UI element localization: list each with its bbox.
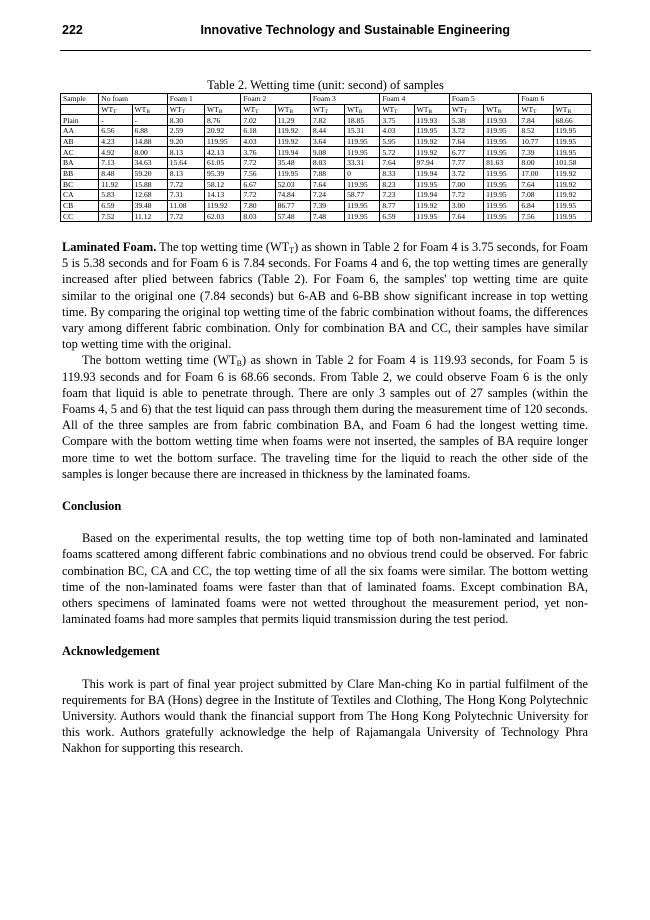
wt-bottom-header [414, 104, 449, 115]
sample-cell: BC [61, 179, 99, 190]
table-row [61, 115, 592, 126]
value-cell: 119.95 [484, 147, 519, 158]
value-cell: 7.80 [241, 200, 275, 211]
value-cell: 8.77 [380, 200, 414, 211]
value-cell: 119.95 [345, 200, 380, 211]
value-cell: 7.08 [519, 190, 553, 201]
value-cell: 119.94 [414, 168, 449, 179]
value-cell: 58.77 [345, 190, 380, 201]
laminated-paragraph-1 [62, 239, 588, 352]
value-cell: - [99, 115, 132, 126]
value-cell: 10.77 [519, 136, 553, 147]
value-cell: 3.75 [380, 115, 414, 126]
value-cell: 119.95 [484, 126, 519, 137]
value-cell: 11.29 [275, 115, 310, 126]
table-row [61, 168, 592, 179]
value-cell: 119.95 [345, 136, 380, 147]
value-cell: 7.64 [310, 179, 344, 190]
page-number: 222 [62, 23, 83, 37]
running-header [62, 23, 590, 41]
value-cell: 119.95 [205, 136, 241, 147]
wt-subscript: T [463, 108, 467, 115]
value-cell: 5.72 [380, 147, 414, 158]
value-cell: 8.48 [99, 168, 132, 179]
value-cell: 3.72 [449, 168, 483, 179]
value-cell: 7.24 [310, 190, 344, 201]
value-cell: 7.56 [519, 211, 553, 222]
wt-label: WT [382, 104, 395, 114]
wt-subscript: B [289, 108, 294, 115]
laminated-heading: Laminated Foam. [62, 240, 157, 254]
wt-label: WT [555, 104, 568, 114]
table-row [61, 211, 592, 222]
wt-label: WT [451, 104, 464, 114]
value-cell: 119.95 [553, 147, 591, 158]
wt-subscript: B [567, 108, 572, 115]
value-cell: 101.58 [553, 158, 591, 169]
value-cell: 119.95 [345, 211, 380, 222]
acknowledgement-heading: Acknowledgement [62, 644, 160, 659]
value-cell: 5.95 [380, 136, 414, 147]
table-row [61, 126, 592, 137]
value-cell: 6.59 [99, 200, 132, 211]
value-cell: 119.95 [484, 168, 519, 179]
value-cell: 97.94 [414, 158, 449, 169]
wt-bottom-header [484, 104, 519, 115]
journal-title: Innovative Technology and Sustainable Engineering [200, 23, 510, 37]
group-header: Foam 2 [241, 94, 311, 105]
wt-label: WT [101, 104, 114, 114]
value-cell: 119.92 [275, 136, 310, 147]
value-cell: 119.94 [275, 147, 310, 158]
value-cell: 86.77 [275, 200, 310, 211]
value-cell: 4.92 [99, 147, 132, 158]
wt-subscript: T [255, 108, 259, 115]
wt-subscript: B [146, 108, 150, 115]
value-cell: 8.52 [519, 126, 553, 137]
value-cell: 8.23 [380, 179, 414, 190]
value-cell: 9.08 [310, 147, 344, 158]
value-cell: 7.39 [519, 147, 553, 158]
group-header: Foam 3 [310, 94, 380, 105]
value-cell: 95.39 [205, 168, 241, 179]
value-cell: 8.33 [380, 168, 414, 179]
value-cell: 119.92 [414, 136, 449, 147]
value-cell: 5.38 [449, 115, 483, 126]
wt-top-header [380, 104, 414, 115]
acknowledgement-paragraph: This work is part of final year project submitted by Clare Man-ching Ko in partial fulfilment of the requirements for BA (Hons) degree in the Institute of Textiles and Clothing, The Hong Kong Polytechnic University. Authors would thank the financial support from The Hong Kong Polytechnic University for this work. Authors gratefully acknowledge the help of Rajamangala University of Technology Phra Nakhon for supporting this research. [62, 676, 588, 756]
wt-top-header [241, 104, 275, 115]
value-cell: 119.95 [484, 200, 519, 211]
value-cell: 33.31 [345, 158, 380, 169]
text-span: The bottom wetting time (WT [82, 353, 237, 368]
value-cell: 7.56 [241, 168, 275, 179]
value-cell: 6.59 [380, 211, 414, 222]
sample-cell: CA [61, 190, 99, 201]
value-cell: 3.00 [449, 200, 483, 211]
value-cell: 119.93 [484, 115, 519, 126]
wt-bottom-header [132, 104, 167, 115]
value-cell: 11.12 [132, 211, 167, 222]
sample-cell: BA [61, 158, 99, 169]
value-cell: 15.88 [132, 179, 167, 190]
value-cell: 62.03 [205, 211, 241, 222]
wt-label: WT [277, 104, 290, 114]
wt-label: WT [416, 104, 429, 114]
wt-label: WT [207, 104, 219, 114]
wt-bottom-header [553, 104, 591, 115]
value-cell: 8.03 [310, 158, 344, 169]
value-cell: 119.95 [553, 136, 591, 147]
sample-cell: Plain [61, 115, 99, 126]
table-group-header-row [61, 94, 592, 105]
value-cell: 35.48 [275, 158, 310, 169]
value-cell: 119.95 [484, 179, 519, 190]
value-cell: 8.30 [167, 115, 204, 126]
wt-subscript: B [497, 108, 502, 115]
group-header: Foam 5 [449, 94, 519, 105]
wetting-time-table [60, 93, 592, 222]
value-cell: 8.00 [132, 147, 167, 158]
value-cell: 7.72 [167, 211, 204, 222]
conclusion-paragraph: Based on the experimental results, the top wetting time top of both non-laminated and laminated foams scattered among different fabric combinations and no obvious trend could be observed. For fabric combination BC, CA and CC, the top wetting time of all the six foams were similar. The bottom wetting time of the non-laminated foams were faster than that of laminated foams. Except combination BA, others specimens of laminated foams were not wetted throughout the measurement period, yet non-laminated foams had more samples that permits liquid transmission during the test period. [62, 531, 588, 627]
spacer [62, 482, 588, 498]
wt-top-header [519, 104, 553, 115]
value-cell: 5.83 [99, 190, 132, 201]
value-cell: 11.92 [99, 179, 132, 190]
value-cell: 119.95 [553, 200, 591, 211]
value-cell: 6.56 [99, 126, 132, 137]
value-cell: 119.94 [414, 190, 449, 201]
subscript: T [289, 246, 295, 255]
value-cell: 58.12 [205, 179, 241, 190]
wt-top-header [310, 104, 344, 115]
value-cell: 59.20 [132, 168, 167, 179]
value-cell: 11.08 [167, 200, 204, 211]
value-cell: 17.00 [519, 168, 553, 179]
value-cell: 7.13 [99, 158, 132, 169]
value-cell: 6.67 [241, 179, 275, 190]
value-cell: 119.95 [484, 136, 519, 147]
conclusion-heading: Conclusion [62, 499, 122, 514]
value-cell: 6.77 [449, 147, 483, 158]
value-cell: 7.72 [449, 190, 483, 201]
value-cell: 7.23 [380, 190, 414, 201]
value-cell: 119.92 [553, 179, 591, 190]
value-cell: 7.77 [449, 158, 483, 169]
table-caption: Table 2. Wetting time (unit: second) of samples [207, 78, 444, 92]
value-cell: 4.03 [241, 136, 275, 147]
wt-label: WT [169, 104, 182, 114]
value-cell: - [132, 115, 167, 126]
value-cell: 119.92 [553, 168, 591, 179]
value-cell: 119.95 [553, 126, 591, 137]
wt-top-header [99, 104, 132, 115]
value-cell: 3.76 [241, 147, 275, 158]
header-rule [60, 50, 591, 51]
wt-subscript: B [428, 108, 433, 115]
wt-subscript: T [533, 108, 537, 115]
spacer [62, 660, 588, 676]
value-cell: 7.72 [167, 179, 204, 190]
value-cell: 7.39 [310, 200, 344, 211]
value-cell: 7.64 [449, 136, 483, 147]
table-row [61, 190, 592, 201]
value-cell: 6.18 [241, 126, 275, 137]
wt-subscript: T [394, 108, 398, 115]
value-cell: 7.88 [310, 168, 344, 179]
wt-bottom-header [345, 104, 380, 115]
value-cell: 9.20 [167, 136, 204, 147]
value-cell: 119.92 [414, 200, 449, 211]
sample-column-header: Sample [61, 94, 99, 105]
value-cell: 119.95 [275, 168, 310, 179]
value-cell: 8.44 [310, 126, 344, 137]
table-row [61, 136, 592, 147]
wt-label: WT [243, 104, 256, 114]
wt-subscript: T [324, 108, 328, 115]
wt-subscript: T [181, 108, 185, 115]
wt-label: WT [134, 104, 147, 114]
sample-cell: CC [61, 211, 99, 222]
value-cell: 7.64 [380, 158, 414, 169]
value-cell: 4.23 [99, 136, 132, 147]
value-cell: 3.72 [449, 126, 483, 137]
value-cell: 8.13 [167, 147, 204, 158]
value-cell: 119.95 [414, 211, 449, 222]
value-cell: 119.95 [414, 179, 449, 190]
value-cell: 119.95 [345, 179, 380, 190]
value-cell: 74.84 [275, 190, 310, 201]
subscript: B [236, 359, 242, 369]
value-cell: 6.84 [519, 200, 553, 211]
value-cell: 7.72 [241, 158, 275, 169]
value-cell: 7.82 [310, 115, 344, 126]
value-cell: 8.03 [241, 211, 275, 222]
wt-bottom-header [205, 104, 241, 115]
value-cell: 8.76 [205, 115, 241, 126]
value-cell: 14.88 [132, 136, 167, 147]
value-cell: 20.92 [205, 126, 241, 137]
value-cell: 8.00 [519, 158, 553, 169]
value-cell: 7.84 [519, 115, 553, 126]
group-header: Foam 6 [519, 94, 592, 105]
sample-cell: CB [61, 200, 99, 211]
value-cell: 119.95 [484, 190, 519, 201]
value-cell: 4.03 [380, 126, 414, 137]
value-cell: 42.13 [205, 147, 241, 158]
value-cell: 14.13 [205, 190, 241, 201]
value-cell: 119.92 [205, 200, 241, 211]
table-row [61, 158, 592, 169]
value-cell: 119.92 [275, 126, 310, 137]
table-row [61, 200, 592, 211]
value-cell: 119.95 [414, 126, 449, 137]
value-cell: 2.59 [167, 126, 204, 137]
value-cell: 6.88 [132, 126, 167, 137]
value-cell: 7.64 [449, 211, 483, 222]
table-row [61, 179, 592, 190]
wt-label: WT [486, 104, 498, 114]
value-cell: 0 [345, 168, 380, 179]
value-cell: 18.85 [345, 115, 380, 126]
value-cell: 7.31 [167, 190, 204, 201]
value-cell: 7.00 [449, 179, 483, 190]
value-cell: 7.48 [310, 211, 344, 222]
wt-top-header [449, 104, 483, 115]
value-cell: 119.95 [553, 211, 591, 222]
article-body [62, 239, 588, 757]
text-span: ) as shown in Table 2 for Foam 4 is 119.93 seconds, for Foam 5 is 119.93 seconds and for Foam 6 is 68.66 seconds. From Table 2, we could observe Foam 6 is the only foam that liquid is able to penetrate through. There are only 3 samples out of 27 samples (within the Foams 4, 5 and 6) that the test liquid can pass through them during the measurement time of 120 seconds. All of the three samples are from fabric combination BA, and Foam 6 had the longest wetting time. Compare with the bottom wetting time when foams were not inserted, the samples of BA require longer more time to wet the bottom surface. The traveling time for the liquid to reach the other side of the samples is longer because there are increased in thickness by the laminated foams. [62, 353, 589, 481]
value-cell: 7.64 [519, 179, 553, 190]
value-cell: 15.64 [167, 158, 204, 169]
value-cell: 39.48 [132, 200, 167, 211]
wt-label: WT [521, 104, 534, 114]
group-header: Foam 1 [167, 94, 241, 105]
value-cell: 12.68 [132, 190, 167, 201]
wt-label: WT [312, 104, 325, 114]
spacer [62, 514, 588, 530]
value-cell: 52.03 [275, 179, 310, 190]
table-subheader-row [61, 104, 592, 115]
value-cell: 119.93 [414, 115, 449, 126]
table-body [61, 115, 592, 222]
group-header: No foam [99, 94, 168, 105]
value-cell: 7.52 [99, 211, 132, 222]
sample-cell: BB [61, 168, 99, 179]
value-cell: 61.05 [205, 158, 241, 169]
wt-subscript: B [218, 108, 223, 115]
value-cell: 8.13 [167, 168, 204, 179]
group-header: Foam 4 [380, 94, 450, 105]
wt-top-header [167, 104, 204, 115]
value-cell: 7.02 [241, 115, 275, 126]
wt-label: WT [347, 104, 359, 114]
value-cell: 57.48 [275, 211, 310, 222]
wt-bottom-header [275, 104, 310, 115]
text-span: The top wetting time (WT [156, 240, 290, 254]
value-cell: 119.95 [484, 211, 519, 222]
sample-subheader-blank [61, 104, 99, 115]
value-cell: 15.31 [345, 126, 380, 137]
value-cell: 34.63 [132, 158, 167, 169]
sample-cell: AB [61, 136, 99, 147]
value-cell: 7.72 [241, 190, 275, 201]
value-cell: 3.64 [310, 136, 344, 147]
value-cell: 119.95 [345, 147, 380, 158]
table-row [61, 147, 592, 158]
laminated-paragraph-2 [62, 352, 588, 482]
wt-subscript: B [358, 108, 363, 115]
value-cell: 68.66 [553, 115, 591, 126]
spacer [62, 627, 588, 643]
wt-subscript: T [113, 108, 117, 115]
sample-cell: AA [61, 126, 99, 137]
text-span: ) as shown in Table 2 for Foam 4 is 3.75 seconds, for Foam 5 is 5.38 seconds and for Foam 6 is 7.84 seconds. For Foams 4 and 6, the top wetting times are generally increased after plied between fabrics (Table 2). For Foam 6, the samples' top wetting time are quite similar to the original one (7.84 seconds) but 6-AB and 6-BB show significant increase in top wetting time. By comparing the original top wetting time of the fabric combination without foams, the differences vary among different fabric combination. Only for combination BA and CC, their samples have similar top wetting time with the original. [62, 240, 588, 352]
value-cell: 119.92 [414, 147, 449, 158]
sample-cell: AC [61, 147, 99, 158]
value-cell: 81.63 [484, 158, 519, 169]
value-cell: 119.92 [553, 190, 591, 201]
